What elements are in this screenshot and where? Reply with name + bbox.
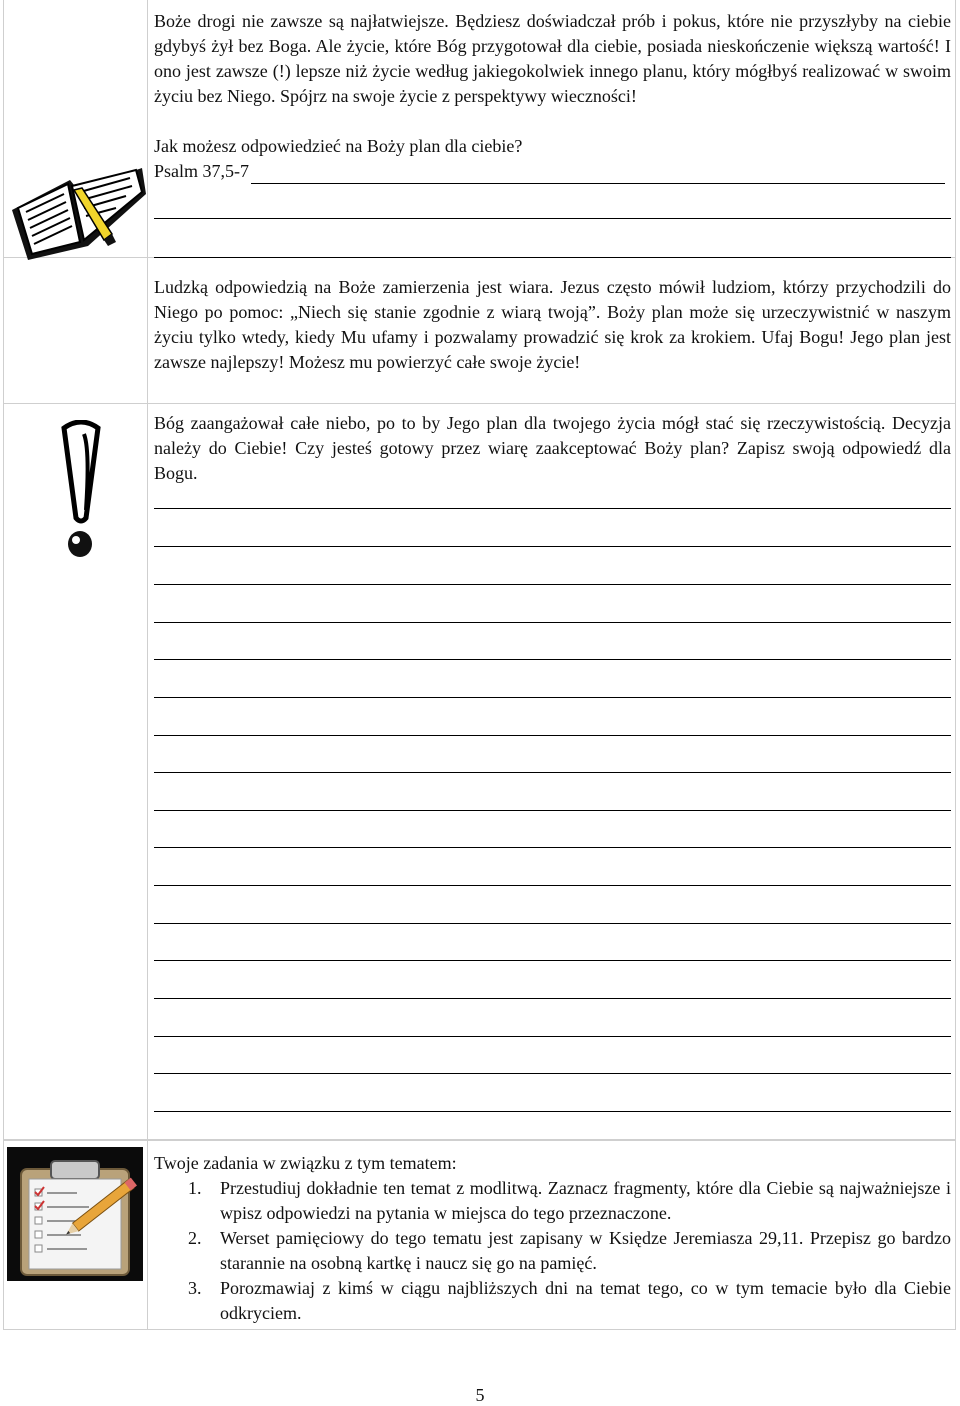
answer-line[interactable] <box>154 1073 951 1074</box>
tasks-list <box>154 1176 951 1326</box>
answer-line[interactable] <box>154 546 951 547</box>
text-cell <box>154 1141 951 1329</box>
list-item <box>154 1176 951 1226</box>
list-item <box>154 1276 951 1326</box>
text-cell <box>154 0 951 257</box>
clipboard-checklist-icon <box>7 1147 143 1281</box>
task-number: 1. <box>188 1178 202 1198</box>
answer-line[interactable] <box>154 508 951 509</box>
answer-line[interactable] <box>154 998 951 999</box>
answer-line[interactable] <box>154 772 951 773</box>
task-text: Werset pamięciowy do tego tematu jest zapisany w Księdze Jeremiasza 29,11. Przepisz go bardzo starannie na osobną kartkę i naucz się go na pamięć. <box>220 1228 951 1273</box>
answer-line[interactable] <box>154 847 951 848</box>
task-number: 3. <box>188 1278 202 1298</box>
text-cell <box>154 258 951 1139</box>
psalm-reference: Psalm 37,5-7 <box>154 161 250 181</box>
answer-line[interactable] <box>154 735 951 736</box>
open-book-icon <box>8 150 148 270</box>
section-row-bible <box>3 0 956 258</box>
exclamation-icon <box>56 420 106 560</box>
task-text: Przestudiuj dokładnie ten temat z modlitwą. Zaznacz fragmenty, które dla Ciebie są najważniejsze i wpisz odpowiedzi na pytania w miejsca do tego przeznaczone. <box>220 1178 951 1223</box>
icon-cell <box>4 0 148 257</box>
list-item <box>154 1226 951 1276</box>
answer-line[interactable] <box>154 810 951 811</box>
answer-line[interactable] <box>154 960 951 961</box>
icon-cell <box>4 258 148 1139</box>
answer-line[interactable] <box>154 1111 951 1112</box>
question-text: Jak możesz odpowiedzieć na Boży plan dla ciebie? <box>154 136 523 156</box>
tasks-heading: Twoje zadania w związku z tym tematem: <box>154 1153 457 1173</box>
task-number: 2. <box>188 1228 202 1248</box>
answer-line[interactable] <box>154 584 951 585</box>
answer-line[interactable] <box>154 218 951 219</box>
answer-line[interactable] <box>154 659 951 660</box>
answer-line[interactable] <box>154 923 951 924</box>
answer-line[interactable] <box>154 697 951 698</box>
section-row-faith <box>3 258 956 1140</box>
answer-line[interactable] <box>251 163 945 184</box>
intro-paragraph: Boże drogi nie zawsze są najłatwiejsze. Będziesz doświadczał prób i pokus, które nie przyszłyby na ciebie gdybyś żył bez Boga. Ale życie, które Bóg przygotował dla ciebie, posiada nieskończenie większą wartość! I ono jest zawsze (!) lepsze niż życie według jakiegokolwiek innego planu, który mógłbyś realizować w swoim życiu bez Niego. Spójrz na swoje życie z perspektywy wieczności! <box>154 11 951 106</box>
page-number: 5 <box>475 1385 485 1405</box>
answer-line[interactable] <box>154 622 951 623</box>
answer-line[interactable] <box>154 1036 951 1037</box>
icon-cell <box>4 1141 148 1329</box>
task-text: Porozmawiaj z kimś w ciągu najbliższych dni na temat tego, co w tym temacie było dla Ciebie odkryciem. <box>220 1278 951 1323</box>
answer-line[interactable] <box>154 885 951 886</box>
decision-paragraph: Bóg zaangażował całe niebo, po to by Jego plan dla twojego życia mógł stać się rzeczywistością. Decyzja należy do Ciebie! Czy jesteś gotowy przez wiarę zaakceptować Boży plan? Zapisz swoją odpowiedź dla Bogu. <box>154 413 951 483</box>
section-row-tasks <box>3 1140 956 1330</box>
psalm-answer-row <box>154 159 951 184</box>
faith-paragraph: Ludzką odpowiedzią na Boże zamierzenia jest wiara. Jezus często mówił ludziom, którzy przychodzili do Niego po pomoc: „Niech się stanie zgodnie z wiarą twoją”. Boży plan może się urzeczywistnić w naszym życiu tylko wtedy, kiedy Mu ufamy i pozwalamy prowadzić się krok za krokiem. Ufaj Bogu! Jego plan jest zawsze najlepszy! Możesz mu powierzyć całe swoje życie! <box>154 277 951 372</box>
